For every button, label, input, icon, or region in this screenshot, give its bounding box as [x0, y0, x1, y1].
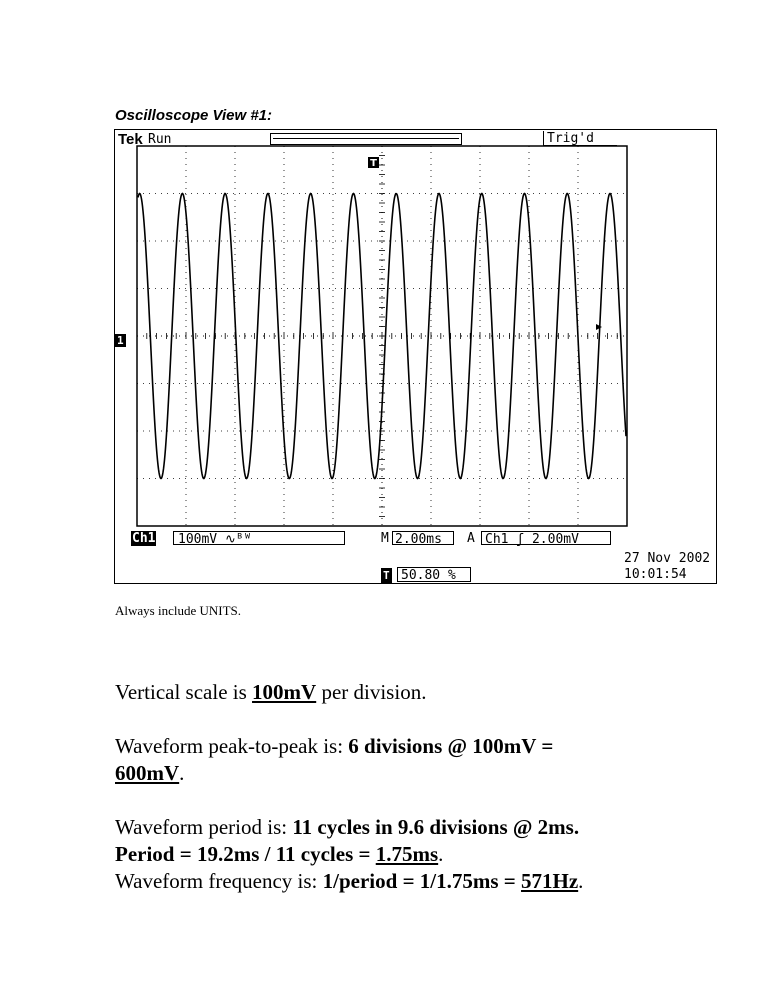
units-note: Always include UNITS. — [115, 603, 242, 618]
period-text: Waveform period is: — [115, 815, 293, 839]
peak-to-peak-calc: 6 divisions @ 100mV = — [348, 734, 554, 758]
oscilloscope-display — [115, 130, 716, 583]
vertical-scale-value: 100mV — [252, 680, 317, 704]
oscilloscope-screenshot — [114, 129, 717, 584]
period-value: 1.75ms — [375, 842, 439, 866]
brand-label: Tek — [118, 131, 143, 148]
period-line — [115, 814, 675, 868]
frequency-text: Waveform frequency is: — [115, 869, 323, 893]
period-calc: Period = 19.2ms / 11 cycles = — [115, 842, 376, 866]
vertical-scale-suffix: per division. — [316, 680, 427, 704]
acquisition-mode: Run — [148, 132, 172, 147]
trigger-setting-readout: Ch1 ʃ 2.00mV — [481, 531, 611, 545]
peak-to-peak-line — [115, 733, 635, 787]
timebase-prefix: M — [381, 531, 389, 546]
channel-1-ground-marker: 1 — [117, 334, 124, 347]
vertical-scale-readout: 100mV ∿ᴮᵂ — [173, 531, 345, 545]
peak-to-peak-value: 600mV — [115, 761, 180, 785]
trigger-position-tag: T — [383, 569, 390, 582]
trigger-position-readout: 50.80 % — [397, 567, 471, 582]
peak-to-peak-text: Waveform peak-to-peak is: — [115, 734, 349, 758]
page-heading: Oscilloscope View #1: — [115, 107, 273, 124]
capture-time: 10:01:54 — [624, 567, 687, 582]
frequency-end: . — [578, 869, 584, 893]
trigger-prefix: A — [467, 531, 475, 546]
graticule-grid — [137, 146, 627, 526]
frequency-calc: 1/period = 1/1.75ms = — [322, 869, 522, 893]
timebase-readout: 2.00ms — [392, 531, 454, 545]
trigger-position-marker-icon — [368, 157, 379, 169]
peak-to-peak-end: . — [179, 761, 185, 785]
vertical-scale-text: Vertical scale is — [115, 680, 253, 704]
capture-date: 27 Nov 2002 — [624, 551, 711, 566]
trigger-position-bar — [270, 133, 462, 145]
svg-text:T: T — [370, 158, 377, 169]
frequency-value: 571Hz — [521, 869, 579, 893]
vertical-scale-line — [115, 679, 426, 706]
trigger-position-bar-line — [273, 138, 459, 139]
frequency-line — [115, 868, 583, 895]
trigger-status: Trig'd — [543, 131, 617, 146]
channel-label: Ch1 — [132, 531, 156, 546]
period-end: . — [438, 842, 444, 866]
period-cycles: 11 cycles in 9.6 divisions @ 2ms. — [292, 815, 580, 839]
